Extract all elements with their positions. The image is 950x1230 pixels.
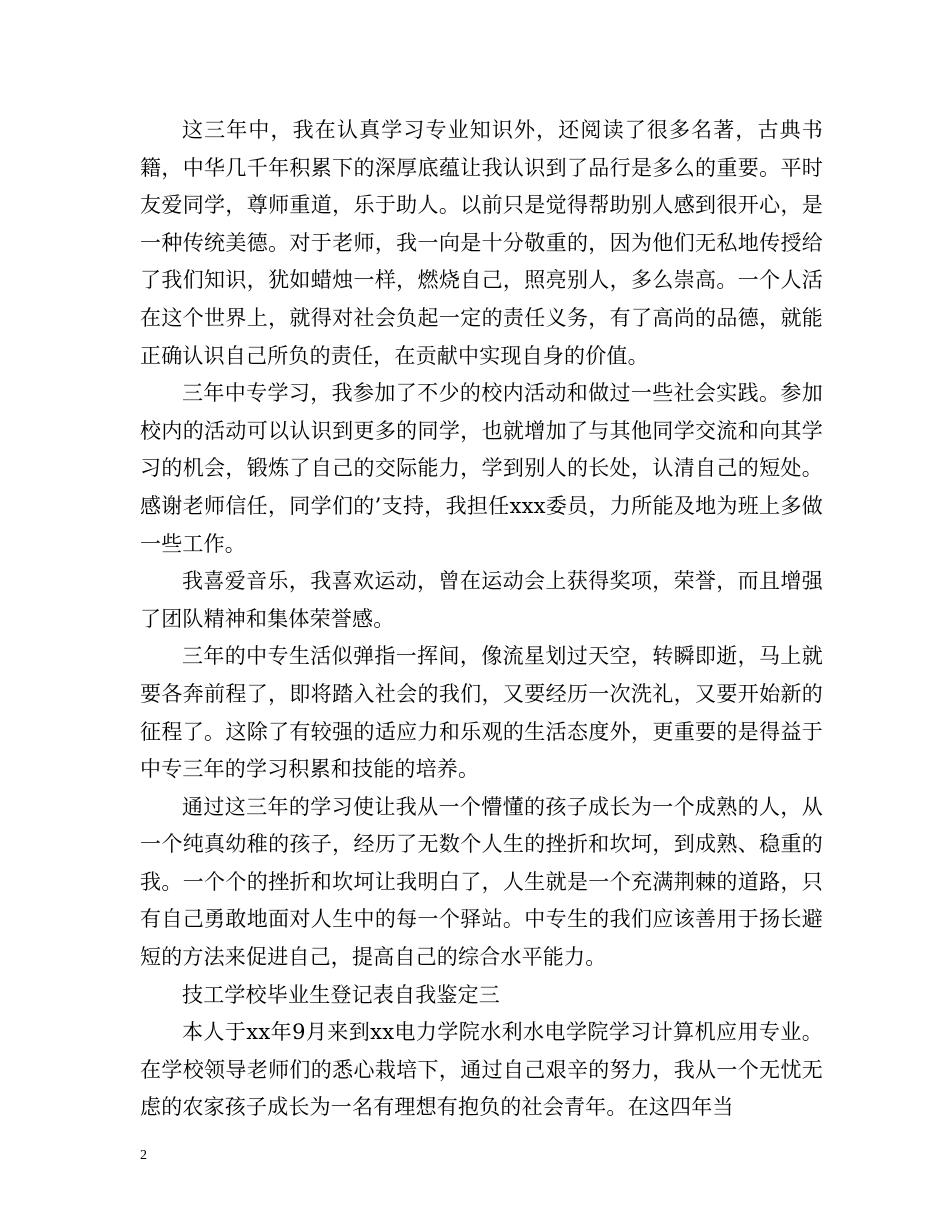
paragraph-6: 本人于xx年9月来到xx电力学院水利水电学院学习计算机应用专业。在学校领导老师们的悉心栽培下，通过自己艰辛的努力，我从一个无忧无虑的农家孩子成长为一名有理想有抱负的社会青年。在这四年当 xyxy=(140,1020,823,1120)
section-heading: 技工学校毕业生登记表自我鉴定三 xyxy=(182,982,500,1007)
paragraph-5: 通过这三年的学习使让我从一个懵懂的孩子成长为一个成熟的人，从一个纯真幼稚的孩子，经历了无数个人生的挫折和坎坷，到成熟、稳重的我。一个个的挫折和坎坷让我明白了，人生就是一个充满荆棘的道路，只有自己勇敢地面对人生中的每一个驿站。中专生的我们应该善用于扬长避短的方法来促进自己，提高自己的综合水平能力。 xyxy=(140,794,823,970)
paragraph-3: 我喜爱音乐，我喜欢运动，曾在运动会上获得奖项，荣誉，而且增强了团队精神和集体荣誉感。 xyxy=(140,569,823,631)
paragraph-2: 三年中专学习，我参加了不少的校内活动和做过一些社会实践。参加校内的活动可以认识到更多的同学，也就增加了与其他同学交流和向其学习的机会，锻炼了自己的交际能力，学到别人的长处，认清自己的短处。感谢老师信任，同学们的’支持，我担任xxx委员，力所能及地为班上多做一些工作。 xyxy=(140,381,823,556)
document-body xyxy=(140,112,823,1127)
paragraph-1: 这三年中，我在认真学习专业知识外，还阅读了很多名著，古典书籍，中华几千年积累下的深厚底蕴让我认识到了品行是多么的重要。平时友爱同学，尊师重道，乐于助人。以前只是觉得帮助别人感到很开心，是一种传统美德。对于老师，我一向是十分敬重的，因为他们无私地传授给了我们知识，犹如蜡烛一样，燃烧自己，照亮别人，多么崇高。一个人活在这个世界上，就得对社会负起一定的责任义务，有了高尚的品德，就能正确认识自己所负的责任，在贡献中实现自身的价值。 xyxy=(140,118,823,368)
page-number: 2 xyxy=(140,1148,147,1163)
paragraph-4: 三年的中专生活似弹指一挥间，像流星划过天空，转瞬即逝，马上就要各奔前程了，即将踏入社会的我们，又要经历一次洗礼，又要开始新的征程了。这除了有较强的适应力和乐观的生活态度外，更重要的是得益于中专三年的学习积累和技能的培养。 xyxy=(140,644,823,782)
